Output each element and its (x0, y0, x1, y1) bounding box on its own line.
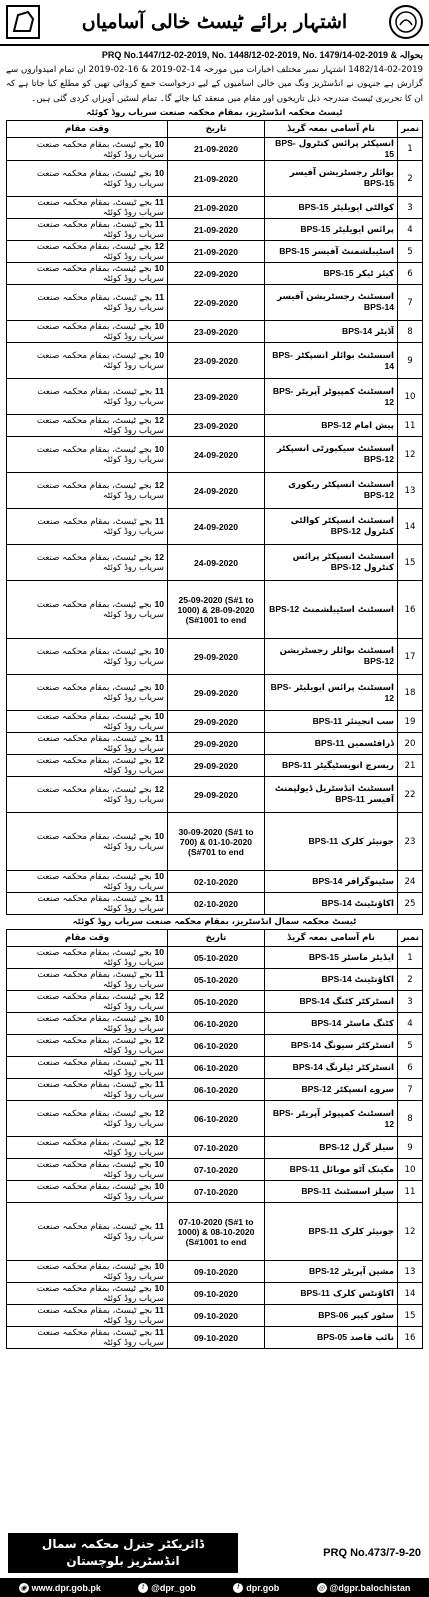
test-date: 23-09-2020 (168, 379, 265, 415)
table-row (7, 1305, 423, 1327)
test-date: 22-09-2020 (168, 263, 265, 285)
post-name: نائب قاصد BPS-05 (265, 1327, 398, 1349)
test-date: 30-09-2020 (S#1 to 700) & 01-10-2020 (S#701 to end (168, 813, 265, 871)
test-time-venue: 10 بجے ٹیسٹ، بمقام محکمہ صنعت سریاب روڈ کوئٹہ (7, 437, 168, 473)
test-date: 07-10-2020 (168, 1181, 265, 1203)
row-number: 7 (398, 1079, 423, 1101)
post-name: کیئر ٹیکر BPS-15 (265, 263, 398, 285)
header-date: تاریخ (168, 121, 265, 138)
row-number: 11 (398, 415, 423, 437)
post-grade: BPS-11 (300, 1288, 330, 1298)
test-time-venue: 10 بجے ٹیسٹ، بمقام محکمہ صنعت سریاب روڈ کوئٹہ (7, 813, 168, 871)
post-name: سٹینوگرافر BPS-14 (265, 871, 398, 893)
table-row (7, 1035, 423, 1057)
post-grade: BPS-12 (330, 526, 361, 536)
table-row (7, 379, 423, 415)
post-name: انسپکٹر پرائس کنٹرول BPS-15 (265, 138, 398, 161)
row-number: 1 (398, 138, 423, 161)
post-name: انسٹرکٹر سیونگ BPS-14 (265, 1035, 398, 1057)
row-number: 11 (398, 1181, 423, 1203)
post-grade: BPS-11 (301, 1186, 331, 1196)
post-name: ڈرافٹسمین BPS-11 (265, 733, 398, 755)
test-time-venue: 10 بجے ٹیسٹ، بمقام محکمہ صنعت سریاب روڈ کوئٹہ (7, 1283, 168, 1305)
post-grade: BPS-11 (289, 1164, 320, 1174)
post-name: اسسٹنٹ انسپکٹر کوالٹی کنٹرول BPS-12 (265, 509, 398, 545)
post-grade: BPS-11 (335, 794, 365, 804)
test-date: 21-09-2020 (168, 219, 265, 241)
table-row (7, 639, 423, 675)
test-time-venue: 12 بجے ٹیسٹ، بمقام محکمہ صنعت سریاب روڈ کوئٹہ (7, 415, 168, 437)
table-row (7, 777, 423, 813)
table-row (7, 161, 423, 197)
post-grade: BPS-11 (308, 1226, 339, 1236)
post-name: آڈیٹر BPS-14 (265, 321, 398, 343)
test-time-venue: 11 بجے ٹیسٹ، بمقام محکمہ صنعت سریاب روڈ کوئٹہ (7, 1305, 168, 1327)
post-name: اسسٹنٹ بوائلر انسپکٹر BPS-14 (265, 343, 398, 379)
post-grade: BPS-11 (312, 716, 343, 726)
post-grade: BPS-14 (299, 996, 330, 1006)
post-grade: BPS-12 (309, 1266, 340, 1276)
table-row (7, 1261, 423, 1283)
header-no: نمبر (398, 121, 423, 138)
row-number: 15 (398, 1305, 423, 1327)
table-row (7, 1013, 423, 1035)
post-grade: BPS-14 (290, 1040, 321, 1050)
table-row (7, 241, 423, 263)
section1-table (6, 120, 423, 915)
test-date: 24-09-2020 (168, 545, 265, 581)
test-date: 29-09-2020 (168, 639, 265, 675)
test-time-venue: 11 بجے ٹیسٹ، بمقام محکمہ صنعت سریاب روڈ کوئٹہ (7, 219, 168, 241)
test-date: 09-10-2020 (168, 1283, 265, 1305)
post-grade: BPS-14 (312, 876, 343, 886)
test-date: 23-09-2020 (168, 343, 265, 379)
table-row (7, 733, 423, 755)
row-number: 16 (398, 1327, 423, 1349)
post-grade: BPS-14 (363, 302, 394, 312)
post-grade: BPS-12 (269, 604, 300, 614)
test-date: 09-10-2020 (168, 1305, 265, 1327)
table-row (7, 263, 423, 285)
prq-number: PRQ No.473/7-9-20 (323, 1547, 421, 1559)
row-number: 8 (398, 321, 423, 343)
row-number: 3 (398, 197, 423, 219)
test-date: 21-09-2020 (168, 241, 265, 263)
table-row (7, 1101, 423, 1137)
reference-line: PRQ No.1447/12-02-2019, No. 1448/12-02-2019, No. 1479/14-02-2019 & بحوالہ (101, 50, 423, 60)
test-date: 06-10-2020 (168, 1101, 265, 1137)
test-date: 05-10-2020 (168, 991, 265, 1013)
test-time-venue: 11 بجے ٹیسٹ، بمقام محکمہ صنعت سریاب روڈ کوئٹہ (7, 733, 168, 755)
test-time-venue: 11 بجے ٹیسٹ، بمقام محکمہ صنعت سریاب روڈ کوئٹہ (7, 1203, 168, 1261)
post-grade: BPS-14 (292, 1062, 323, 1072)
page-title: اشتہار برائے ٹیسٹ خالی آسامیاں (81, 11, 348, 33)
test-date: 09-10-2020 (168, 1261, 265, 1283)
test-date: 06-10-2020 (168, 1035, 265, 1057)
table-row (7, 991, 423, 1013)
row-number: 15 (398, 545, 423, 581)
test-date: 07-10-2020 (S#1 to 1000) & 08-10-2020 (S#1001 to end (168, 1203, 265, 1261)
test-date: 29-09-2020 (168, 733, 265, 755)
header-post: نام آسامی بمعہ گریڈ (265, 121, 398, 138)
test-date: 21-09-2020 (168, 138, 265, 161)
test-date: 07-10-2020 (168, 1137, 265, 1159)
table-row (7, 581, 423, 639)
row-number: 24 (398, 871, 423, 893)
table-row (7, 285, 423, 321)
facebook-icon: f (233, 1583, 243, 1593)
post-name: اسسٹنٹ پرائس ایویلیٹر BPS-12 (265, 675, 398, 711)
section2-table (6, 929, 423, 1349)
post-grade: BPS-15 (300, 224, 331, 234)
test-date: 29-09-2020 (168, 675, 265, 711)
post-grade: BPS-15 (279, 246, 310, 256)
row-number: 6 (398, 263, 423, 285)
post-grade: BPS-12 (363, 656, 394, 666)
test-time-venue: 12 بجے ٹیسٹ، بمقام محکمہ صنعت سریاب روڈ کوئٹہ (7, 545, 168, 581)
test-date: 06-10-2020 (168, 1013, 265, 1035)
post-name: کوالٹی ایویلیٹر BPS-15 (265, 197, 398, 219)
row-number: 9 (398, 1137, 423, 1159)
test-time-venue: 12 بجے ٹیسٹ، بمقام محکمہ صنعت سریاب روڈ کوئٹہ (7, 473, 168, 509)
section2-title: ٹیسٹ محکمہ سمال انڈسٹریز، بمقام محکمہ صنعت سریاب روڈ کوئٹہ (72, 917, 357, 927)
test-time-venue: 11 بجے ٹیسٹ، بمقام محکمہ صنعت سریاب روڈ کوئٹہ (7, 197, 168, 219)
post-name: اسسٹنٹ انڈسٹریل ڈیولپمنٹ آفیسر BPS-11 (265, 777, 398, 813)
test-date: 29-09-2020 (168, 711, 265, 733)
test-time-venue: 11 بجے ٹیسٹ، بمقام محکمہ صنعت سریاب روڈ کوئٹہ (7, 1057, 168, 1079)
table-header-row (7, 121, 423, 138)
post-grade: BPS-06 (318, 1310, 349, 1320)
test-time-venue: 10 بجے ٹیسٹ، بمقام محکمہ صنعت سریاب روڈ کوئٹہ (7, 1181, 168, 1203)
test-date: 23-09-2020 (168, 415, 265, 437)
test-date: 29-09-2020 (168, 777, 265, 813)
intro-text (0, 46, 429, 106)
post-grade: BPS-11 (314, 738, 345, 748)
post-name: اسسٹنٹ اسٹیبلشمنٹ BPS-12 (265, 581, 398, 639)
post-name: بوائلر رجسٹریشن آفیسر BPS-15 (265, 161, 398, 197)
post-grade: BPS-15 (323, 268, 354, 278)
row-number: 7 (398, 285, 423, 321)
test-time-venue: 11 بجے ٹیسٹ، بمقام محکمہ صنعت سریاب روڈ کوئٹہ (7, 969, 168, 991)
table-row (7, 1181, 423, 1203)
test-date: 25-09-2020 (S#1 to 1000) & 28-09-2020 (S#1001 to end (168, 581, 265, 639)
row-number: 25 (398, 893, 423, 915)
row-number: 12 (398, 1203, 423, 1261)
balochistan-map-logo-icon (6, 5, 40, 39)
row-number: 6 (398, 1057, 423, 1079)
test-date: 24-09-2020 (168, 473, 265, 509)
post-name: انسٹرکٹر کٹنگ BPS-14 (265, 991, 398, 1013)
table-row (7, 343, 423, 379)
test-time-venue: 10 بجے ٹیسٹ، بمقام محکمہ صنعت سریاب روڈ کوئٹہ (7, 675, 168, 711)
table-row (7, 1159, 423, 1181)
row-number: 14 (398, 509, 423, 545)
post-name: اسسٹنٹ سیکیورٹی انسپکٹر BPS-12 (265, 437, 398, 473)
test-time-venue: 10 بجے ٹیسٹ، بمقام محکمہ صنعت سریاب روڈ کوئٹہ (7, 321, 168, 343)
post-grade: BPS-05 (317, 1332, 348, 1342)
post-grade: BPS-15 (363, 178, 394, 188)
row-number: 4 (398, 219, 423, 241)
signature-block: ڈائریکٹر جنرل محکمہ سمال انڈسٹریز بلوچستان (8, 1533, 238, 1573)
test-date: 09-10-2020 (168, 1327, 265, 1349)
test-time-venue: 12 بجے ٹیسٹ، بمقام محکمہ صنعت سریاب روڈ کوئٹہ (7, 777, 168, 813)
test-time-venue: 10 بجے ٹیسٹ، بمقام محکمہ صنعت سریاب روڈ کوئٹہ (7, 263, 168, 285)
post-grade: BPS-14 (311, 1018, 342, 1028)
row-number: 13 (398, 1261, 423, 1283)
row-number: 23 (398, 813, 423, 871)
social-instagram[interactable]: ◎ @dgpr.balochistan (318, 1582, 411, 1593)
header-no: نمبر (398, 930, 423, 947)
section2-body (7, 947, 423, 1349)
post-name: مکینک آٹو موبائل BPS-11 (265, 1159, 398, 1181)
social-twitter[interactable]: t @dpr_gob (138, 1583, 196, 1593)
test-time-venue: 10 بجے ٹیسٹ، بمقام محکمہ صنعت سریاب روڈ کوئٹہ (7, 1013, 168, 1035)
social-facebook[interactable]: f dpr.gob (233, 1583, 279, 1593)
table-row (7, 1203, 423, 1261)
post-grade: BPS-12 (270, 681, 394, 703)
post-name: جونیئر کلرک BPS-11 (265, 1203, 398, 1261)
test-date: 22-09-2020 (168, 285, 265, 321)
table-row (7, 711, 423, 733)
post-name: ایڈیٹر ماسٹر BPS-15 (265, 947, 398, 969)
post-name: کٹنگ ماسٹر BPS-14 (265, 1013, 398, 1035)
table-row (7, 1079, 423, 1101)
post-name: سٹور کیپر BPS-06 (265, 1305, 398, 1327)
row-number: 20 (398, 733, 423, 755)
row-number: 18 (398, 675, 423, 711)
post-name: انسٹرکٹر ٹیلرنگ BPS-14 (265, 1057, 398, 1079)
table-header-row (7, 930, 423, 947)
post-grade: BPS-12 (272, 1107, 394, 1129)
header-post: نام آسامی بمعہ گریڈ (265, 930, 398, 947)
test-date: 24-09-2020 (168, 437, 265, 473)
footer (0, 1528, 429, 1578)
social-web[interactable]: ◉ www.dpr.gob.pk (20, 1582, 101, 1593)
header (0, 0, 429, 46)
table-row (7, 947, 423, 969)
table-row (7, 197, 423, 219)
test-time-venue: 10 بجے ٹیسٹ، بمقام محکمہ صنعت سریاب روڈ کوئٹہ (7, 581, 168, 639)
post-name: پیش امام BPS-12 (265, 415, 398, 437)
row-number: 16 (398, 581, 423, 639)
row-number: 19 (398, 711, 423, 733)
test-date: 05-10-2020 (168, 969, 265, 991)
test-date: 02-10-2020 (168, 871, 265, 893)
test-date: 21-09-2020 (168, 197, 265, 219)
row-number: 22 (398, 777, 423, 813)
post-name: مشین آپریٹر BPS-12 (265, 1261, 398, 1283)
row-number: 13 (398, 473, 423, 509)
test-date: 24-09-2020 (168, 509, 265, 545)
test-date: 29-09-2020 (168, 755, 265, 777)
test-time-venue: 12 بجے ٹیسٹ، بمقام محکمہ صنعت سریاب روڈ کوئٹہ (7, 991, 168, 1013)
post-name: اسسٹنٹ رجسٹریشن آفیسر BPS-14 (265, 285, 398, 321)
test-time-venue: 11 بجے ٹیسٹ، بمقام محکمہ صنعت سریاب روڈ کوئٹہ (7, 1079, 168, 1101)
row-number: 1 (398, 947, 423, 969)
post-name: سیلز گرل BPS-12 (265, 1137, 398, 1159)
table-row (7, 755, 423, 777)
test-time-venue: 12 بجے ٹیسٹ، بمقام محکمہ صنعت سریاب روڈ کوئٹہ (7, 1101, 168, 1137)
table-row (7, 219, 423, 241)
post-grade: BPS-12 (363, 454, 394, 464)
post-grade: BPS-14 (321, 974, 352, 984)
table-row (7, 1283, 423, 1305)
post-name: اسٹیبلشمنٹ آفیسر BPS-15 (265, 241, 398, 263)
row-number: 12 (398, 437, 423, 473)
post-grade: BPS-12 (319, 1142, 350, 1152)
section1-title: ٹیسٹ محکمہ انڈسٹریز، بمقام محکمہ صنعت سریاب روڈ کوئٹہ (86, 108, 343, 118)
post-grade: BPS-15 (308, 952, 339, 962)
post-name: سب انجینئر BPS-11 (265, 711, 398, 733)
row-number: 5 (398, 1035, 423, 1057)
row-number: 10 (398, 379, 423, 415)
test-time-venue: 10 بجے ٹیسٹ، بمقام محکمہ صنعت سریاب روڈ کوئٹہ (7, 343, 168, 379)
post-grade: BPS-12 (272, 385, 394, 407)
post-grade: BPS-11 (308, 836, 339, 846)
section1-body (7, 138, 423, 915)
post-name: اسسٹنٹ انسپکٹر پرائس کنٹرول BPS-12 (265, 545, 398, 581)
test-time-venue: 11 بجے ٹیسٹ، بمقام محکمہ صنعت سریاب روڈ کوئٹہ (7, 1327, 168, 1349)
table-row (7, 437, 423, 473)
post-name: اسسٹنٹ کمپیوٹر آپریٹر BPS-12 (265, 1101, 398, 1137)
post-name: سیلز اسسٹنٹ BPS-11 (265, 1181, 398, 1203)
test-time-venue: 10 بجے ٹیسٹ، بمقام محکمہ صنعت سریاب روڈ کوئٹہ (7, 138, 168, 161)
post-name: اسسٹنٹ بوائلر رجسٹریشن BPS-12 (265, 639, 398, 675)
test-time-venue: 12 بجے ٹیسٹ، بمقام محکمہ صنعت سریاب روڈ کوئٹہ (7, 241, 168, 263)
post-grade: BPS-12 (321, 420, 352, 430)
table-row (7, 138, 423, 161)
post-name: اکاؤنٹینٹ BPS-14 (265, 969, 398, 991)
post-name: جونیئر کلرک BPS-11 (265, 813, 398, 871)
globe-icon: ◉ (20, 1584, 27, 1592)
post-grade: BPS-15 (298, 202, 329, 212)
table-row (7, 321, 423, 343)
test-time-venue: 11 بجے ٹیسٹ، بمقام محکمہ صنعت سریاب روڈ کوئٹہ (7, 285, 168, 321)
post-grade: BPS-12 (330, 562, 361, 572)
test-time-venue: 12 بجے ٹیسٹ، بمقام محکمہ صنعت سریاب روڈ کوئٹہ (7, 1137, 168, 1159)
row-number: 3 (398, 991, 423, 1013)
post-grade: BPS-14 (272, 349, 394, 371)
post-name: اسسٹنٹ انسپکٹر ریکوری BPS-12 (265, 473, 398, 509)
test-time-venue: 11 بجے ٹیسٹ، بمقام محکمہ صنعت سریاب روڈ کوئٹہ (7, 379, 168, 415)
table-row (7, 1327, 423, 1349)
test-date: 05-10-2020 (168, 947, 265, 969)
test-date: 23-09-2020 (168, 321, 265, 343)
table-row (7, 473, 423, 509)
post-grade: BPS-15 (275, 138, 394, 159)
post-name: اکاؤنٹس کلرک BPS-11 (265, 1283, 398, 1305)
header-date: تاریخ (168, 930, 265, 947)
header-time: وقت مقام (7, 121, 168, 138)
twitter-icon: t (138, 1583, 148, 1593)
test-time-venue: 10 بجے ٹیسٹ، بمقام محکمہ صنعت سریاب روڈ کوئٹہ (7, 947, 168, 969)
test-time-venue: 10 بجے ٹیسٹ، بمقام محکمہ صنعت سریاب روڈ کوئٹہ (7, 639, 168, 675)
test-time-venue: 10 بجے ٹیسٹ، بمقام محکمہ صنعت سریاب روڈ کوئٹہ (7, 1159, 168, 1181)
test-date: 21-09-2020 (168, 161, 265, 197)
test-time-venue: 10 بجے ٹیسٹ، بمقام محکمہ صنعت سریاب روڈ کوئٹہ (7, 711, 168, 733)
post-grade: BPS-11 (282, 760, 312, 770)
row-number: 14 (398, 1283, 423, 1305)
post-grade: BPS-14 (342, 326, 373, 336)
row-number: 9 (398, 343, 423, 379)
row-number: 2 (398, 161, 423, 197)
social-bar (0, 1578, 429, 1597)
post-name: پرائس ایویلیٹر BPS-15 (265, 219, 398, 241)
post-grade: BPS-12 (301, 1084, 332, 1094)
row-number: 5 (398, 241, 423, 263)
row-number: 8 (398, 1101, 423, 1137)
instagram-icon: ◎ (318, 1584, 325, 1592)
post-name: سروے انسپکٹر BPS-12 (265, 1079, 398, 1101)
table-row (7, 893, 423, 915)
test-date: 02-10-2020 (168, 893, 265, 915)
test-time-venue: 10 بجے ٹیسٹ، بمقام محکمہ صنعت سریاب روڈ کوئٹہ (7, 161, 168, 197)
table-row (7, 675, 423, 711)
test-date: 06-10-2020 (168, 1057, 265, 1079)
table-row (7, 969, 423, 991)
intro-paragraph: 1482/14-02-2019 اشتہار نمبر مختلف اخبارات میں مورخہ 14-02-2019 & 16-02-2019 ان تمام امیدواروں سے گزارش ہے جنہوں نے انڈسٹریز ونگ میں خالی اسامیوں کے لیے درخواست جمع کروائی تھیں کو مطلع کیا جاتا ہے کہ ان کا تحریری ٹیسٹ مندرجہ ذیل تاریخوں اور مقام میں منعقد کیا جائے گا۔ تمام لسٹیں آویزاں کردی گئی ہیں۔ (6, 64, 424, 104)
post-grade: BPS-14 (321, 898, 352, 908)
table-row (7, 509, 423, 545)
test-date: 06-10-2020 (168, 1079, 265, 1101)
table-row (7, 545, 423, 581)
test-time-venue: 10 بجے ٹیسٹ، بمقام محکمہ صنعت سریاب روڈ کوئٹہ (7, 1261, 168, 1283)
row-number: 21 (398, 755, 423, 777)
post-name: ریسرچ انویسٹیگیٹر BPS-11 (265, 755, 398, 777)
test-time-venue: 11 بجے ٹیسٹ، بمقام محکمہ صنعت سریاب روڈ کوئٹہ (7, 893, 168, 915)
test-time-venue: 11 بجے ٹیسٹ، بمقام محکمہ صنعت سریاب روڈ کوئٹہ (7, 509, 168, 545)
row-number: 2 (398, 969, 423, 991)
test-time-venue: 12 بجے ٹیسٹ، بمقام محکمہ صنعت سریاب روڈ کوئٹہ (7, 755, 168, 777)
table-row (7, 415, 423, 437)
row-number: 4 (398, 1013, 423, 1035)
test-time-venue: 12 بجے ٹیسٹ، بمقام محکمہ صنعت سریاب روڈ کوئٹہ (7, 1035, 168, 1057)
table-row (7, 871, 423, 893)
post-name: اکاؤنٹینٹ BPS-14 (265, 893, 398, 915)
table-row (7, 1137, 423, 1159)
government-seal-icon (389, 5, 423, 39)
table-row (7, 813, 423, 871)
table-row (7, 1057, 423, 1079)
post-grade: BPS-12 (363, 490, 394, 500)
row-number: 10 (398, 1159, 423, 1181)
test-date: 07-10-2020 (168, 1159, 265, 1181)
post-name: اسسٹنٹ کمپیوٹر آپریٹر BPS-12 (265, 379, 398, 415)
row-number: 17 (398, 639, 423, 675)
test-time-venue: 10 بجے ٹیسٹ، بمقام محکمہ صنعت سریاب روڈ کوئٹہ (7, 871, 168, 893)
header-time: وقت مقام (7, 930, 168, 947)
